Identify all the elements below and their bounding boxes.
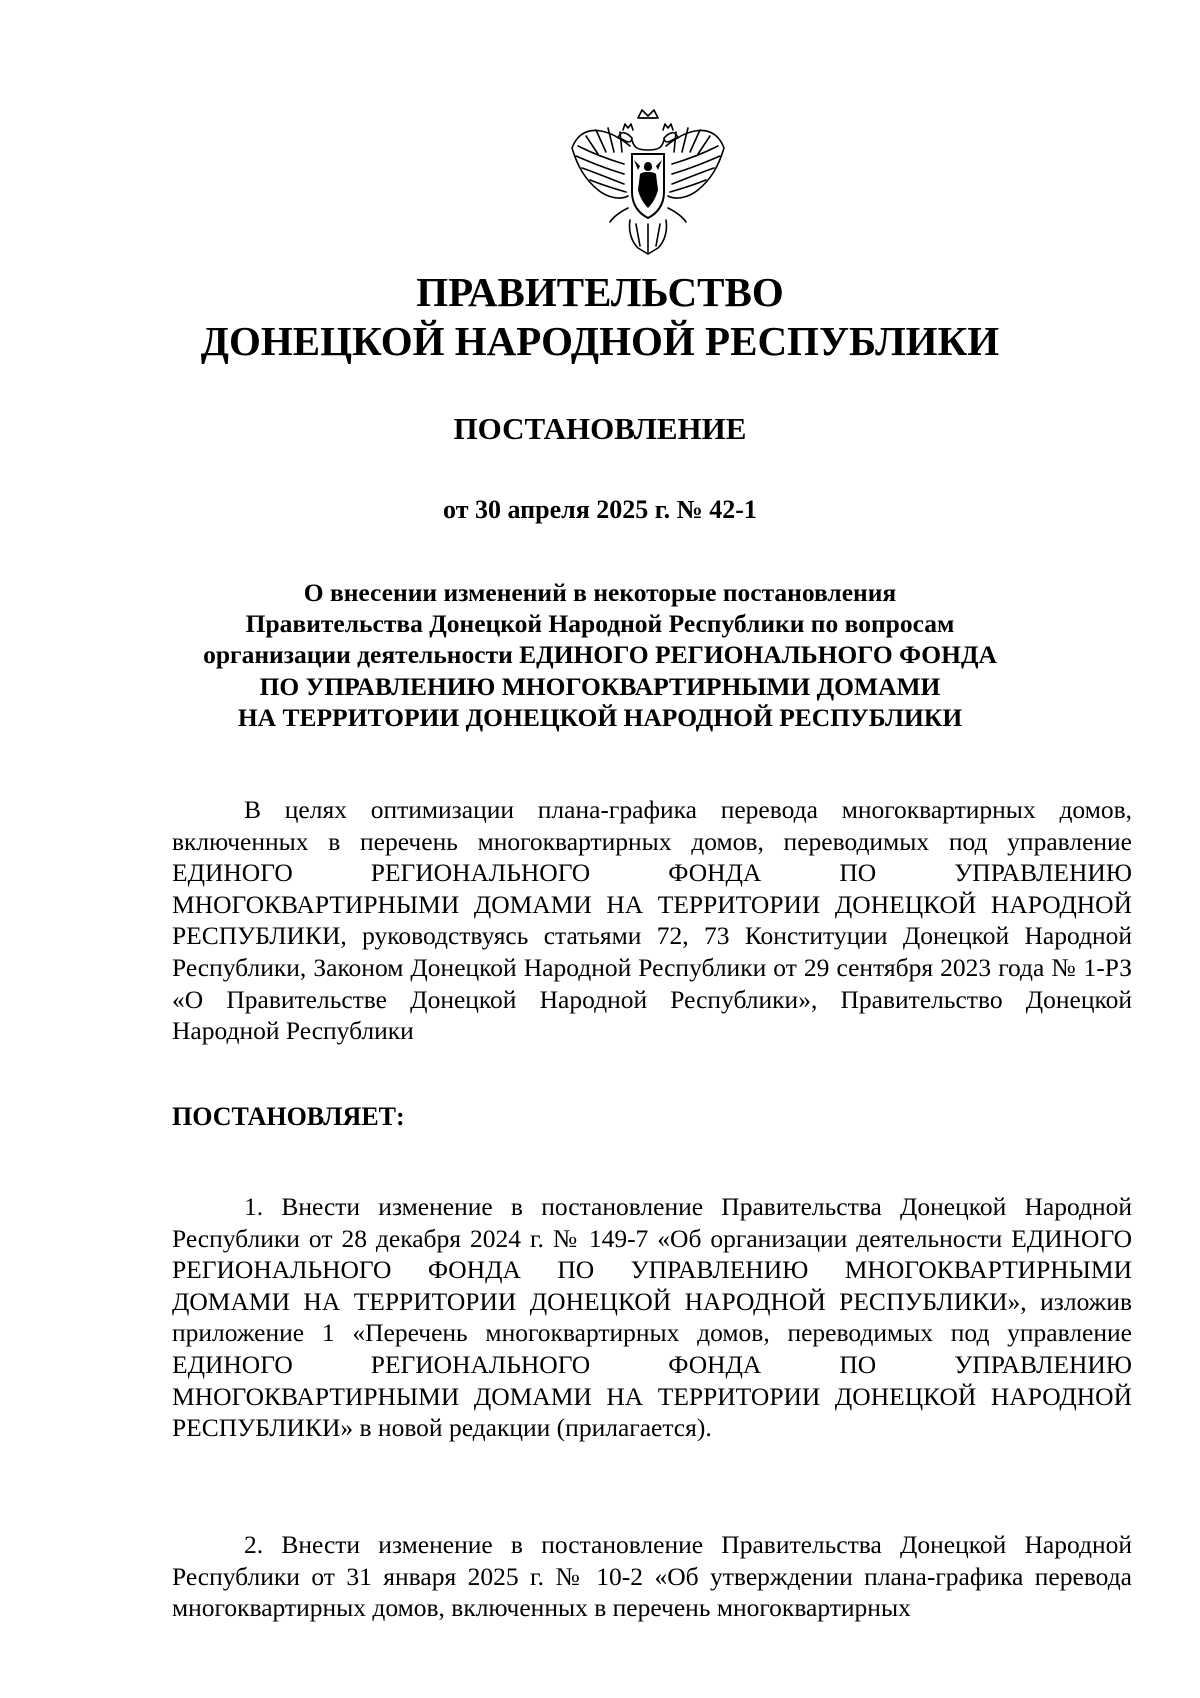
government-title-line-1: ПРАВИТЕЛЬСТВО xyxy=(416,269,784,315)
government-title xyxy=(0,268,1200,366)
document-subject xyxy=(0,577,1200,733)
coat-of-arms-icon xyxy=(568,108,728,258)
document-type: ПОСТАНОВЛЕНИЕ xyxy=(453,411,747,446)
subject-line-2: Правительства Донецкой Народной Республики по вопросам xyxy=(245,609,955,639)
item-2-paragraph: 2. Внести изменение в постановление Правительства Донецкой Народной Республики от 31 января 2025 г. № 10-2 «Об утверждении плана-графика перевода многоквартирных домов, включенных в перечень многоквартирных xyxy=(172,1530,1132,1623)
subject-line-3: организации деятельности ЕДИНОГО РЕГИОНАЛЬНОГО ФОНДА xyxy=(203,640,997,670)
subject-line-4: ПО УПРАВЛЕНИЮ МНОГОКВАРТИРНЫМИ ДОМАМИ xyxy=(259,671,941,701)
document-date-number: от 30 апреля 2025 г. № 42-1 xyxy=(443,495,757,524)
item-1-paragraph: 1. Внести изменение в постановление Правительства Донецкой Народной Республики от 28 декабря 2024 г. № 149-7 «Об организации деятельности ЕДИНОГО РЕГИОНАЛЬНОГО ФОНДА ПО УПРАВЛЕНИЮ МНОГОКВАРТИРНЫМИ ДОМАМИ НА ТЕРРИТОРИИ ДОНЕЦКОЙ НАРОДНОЙ РЕСПУБЛИКИ», изложив приложение 1 «Перечень многоквартирных домов, переводимых под управление ЕДИНОГО РЕГИОНАЛЬНОГО ФОНДА ПО УПРАВЛЕНИЮ МНОГОКВАРТИРНЫМИ ДОМАМИ НА ТЕРРИТОРИИ ДОНЕЦКОЙ НАРОДНОЙ РЕСПУБЛИКИ» в новой редакции (прилагается). xyxy=(172,1192,1132,1443)
subject-line-1: О внесении изменений в некоторые постановления xyxy=(303,578,897,607)
government-title-line-2: ДОНЕЦКОЙ НАРОДНОЙ РЕСПУБЛИКИ xyxy=(200,318,1000,364)
preamble-paragraph: В целях оптимизации плана-графика перевода многоквартирных домов, включенных в перечень многоквартирных домов, переводимых под управление ЕДИНОГО РЕГИОНАЛЬНОГО ФОНДА ПО УПРАВЛЕНИЮ МНОГОКВАРТИРНЫМИ ДОМАМИ НА ТЕРРИТОРИИ ДОНЕЦКОЙ НАРОДНОЙ РЕСПУБЛИКИ, руководствуясь статьями 72, 73 Конституции Донецкой Народной Республики, Законом Донецкой Народной Республики от 29 сентября 2023 года № 1-РЗ «О Правительстве Донецкой Народной Республики», Правительство Донецкой Народной Республики xyxy=(172,795,1132,1046)
resolves-heading: ПОСТАНОВЛЯЕТ: xyxy=(172,1102,405,1131)
subject-line-5: НА ТЕРРИТОРИИ ДОНЕЦКОЙ НАРОДНОЙ РЕСПУБЛИКИ xyxy=(237,702,963,732)
